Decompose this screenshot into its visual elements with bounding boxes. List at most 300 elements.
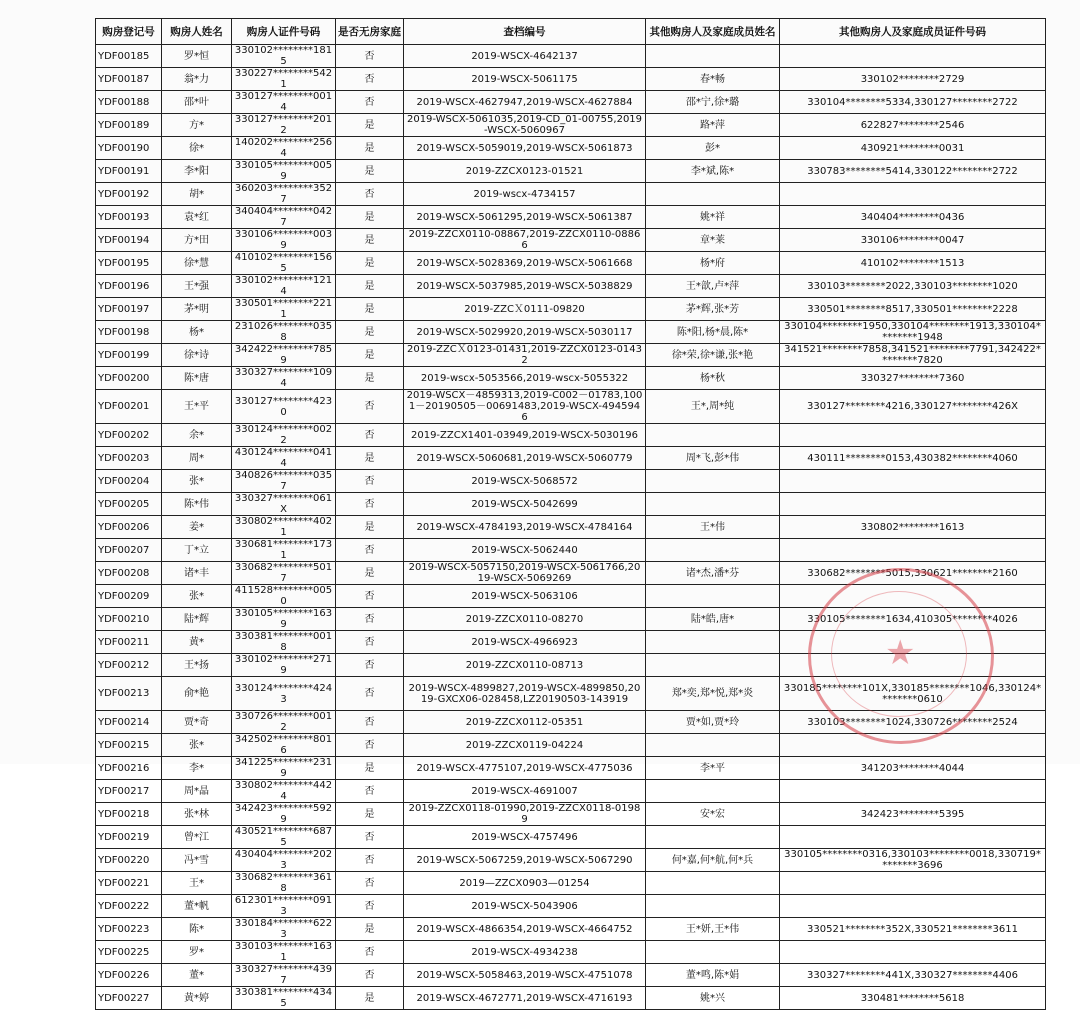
cell-buyer-cert: 330127********0014	[232, 91, 336, 114]
cell-archive-no: 2019-WSCX-4775107,2019-WSCX-4775036	[404, 757, 646, 780]
cell-other-certs: 341203********4044	[780, 757, 1046, 780]
cell-no-house: 是	[336, 367, 404, 390]
cell-reg-id: YDF00188	[96, 91, 162, 114]
table-row	[96, 654, 1046, 677]
cell-buyer-cert: 340404********0427	[232, 206, 336, 229]
table-row	[96, 183, 1046, 206]
cell-buyer-name: 董*	[162, 964, 232, 987]
cell-no-house: 否	[336, 711, 404, 734]
cell-other-names: 王*歆,卢*萍	[646, 275, 780, 298]
cell-no-house: 否	[336, 654, 404, 677]
table-row	[96, 826, 1046, 849]
cell-reg-id: YDF00213	[96, 677, 162, 711]
table-row	[96, 516, 1046, 539]
cell-no-house: 是	[336, 114, 404, 137]
cell-buyer-cert: 342502********8016	[232, 734, 336, 757]
cell-buyer-cert: 342422********7859	[232, 344, 336, 367]
cell-reg-id: YDF00194	[96, 229, 162, 252]
cell-archive-no: 2019-WSCX-5042699	[404, 493, 646, 516]
cell-other-certs	[780, 45, 1046, 68]
table-row	[96, 711, 1046, 734]
cell-buyer-cert: 410102********1565	[232, 252, 336, 275]
cell-other-certs	[780, 941, 1046, 964]
cell-no-house: 是	[336, 229, 404, 252]
table-row	[96, 229, 1046, 252]
table-row	[96, 390, 1046, 424]
cell-buyer-name: 胡*	[162, 183, 232, 206]
cell-reg-id: YDF00193	[96, 206, 162, 229]
cell-buyer-cert: 140202********2564	[232, 137, 336, 160]
cell-archive-no: 2019-ZZCX0110-08713	[404, 654, 646, 677]
cell-archive-no: 2019-WSCX-5029920,2019-WSCX-5030117	[404, 321, 646, 344]
cell-other-certs	[780, 895, 1046, 918]
cell-buyer-cert: 330381********0018	[232, 631, 336, 654]
table-row	[96, 677, 1046, 711]
table-row	[96, 734, 1046, 757]
housing-registration-table	[95, 18, 1046, 1010]
table-row	[96, 344, 1046, 367]
cell-other-certs: 430111********0153,430382********4060	[780, 447, 1046, 470]
cell-no-house: 否	[336, 849, 404, 872]
cell-no-house: 否	[336, 941, 404, 964]
cell-reg-id: YDF00196	[96, 275, 162, 298]
cell-other-names	[646, 734, 780, 757]
cell-reg-id: YDF00221	[96, 872, 162, 895]
cell-archive-no: 2019-WSCX-5037985,2019-WSCX-5038829	[404, 275, 646, 298]
cell-other-names: 何*嘉,何*航,何*兵	[646, 849, 780, 872]
cell-buyer-name: 方*	[162, 114, 232, 137]
cell-buyer-name: 方*田	[162, 229, 232, 252]
cell-archive-no: 2019-WSCX-5060681,2019-WSCX-5060779	[404, 447, 646, 470]
cell-buyer-cert: 341225********2319	[232, 757, 336, 780]
cell-buyer-name: 贾*奇	[162, 711, 232, 734]
table-row	[96, 631, 1046, 654]
cell-buyer-cert: 330127********2012	[232, 114, 336, 137]
table-row	[96, 298, 1046, 321]
table-row	[96, 160, 1046, 183]
cell-other-certs	[780, 493, 1046, 516]
cell-reg-id: YDF00190	[96, 137, 162, 160]
cell-other-certs	[780, 826, 1046, 849]
cell-other-names: 杨*府	[646, 252, 780, 275]
cell-buyer-cert: 330102********2719	[232, 654, 336, 677]
cell-reg-id: YDF00210	[96, 608, 162, 631]
cell-archive-no: 2019-wscx-4734157	[404, 183, 646, 206]
cell-archive-no: 2019-WSCX-4784193,2019-WSCX-4784164	[404, 516, 646, 539]
cell-reg-id: YDF00208	[96, 562, 162, 585]
cell-no-house: 是	[336, 447, 404, 470]
cell-other-names	[646, 780, 780, 803]
cell-other-names	[646, 493, 780, 516]
cell-buyer-cert: 330327********1094	[232, 367, 336, 390]
cell-other-names	[646, 585, 780, 608]
cell-buyer-name: 周*	[162, 447, 232, 470]
cell-other-certs	[780, 654, 1046, 677]
cell-no-house: 是	[336, 562, 404, 585]
cell-other-names	[646, 941, 780, 964]
cell-other-certs	[780, 872, 1046, 895]
cell-buyer-name: 袁*红	[162, 206, 232, 229]
cell-no-house: 否	[336, 470, 404, 493]
cell-no-house: 否	[336, 964, 404, 987]
cell-archive-no: 2019—ZZCX0903—01254	[404, 872, 646, 895]
cell-buyer-cert: 430124********0414	[232, 447, 336, 470]
cell-other-names	[646, 654, 780, 677]
cell-other-certs: 341521********7858,341521********7791,342422********7820	[780, 344, 1046, 367]
cell-other-names: 王*妍,王*伟	[646, 918, 780, 941]
header-other-certs: 其他购房人及家庭成员证件号码	[780, 19, 1046, 45]
cell-buyer-cert: 330681********1731	[232, 539, 336, 562]
cell-buyer-name: 黄*	[162, 631, 232, 654]
cell-buyer-cert: 430404********2023	[232, 849, 336, 872]
table-row	[96, 367, 1046, 390]
table-row	[96, 447, 1046, 470]
cell-other-certs: 330521********352X,330521********3611	[780, 918, 1046, 941]
cell-no-house: 是	[336, 298, 404, 321]
cell-archive-no: 2019-WSCX-5057150,2019-WSCX-5061766,2019-WSCX-5069269	[404, 562, 646, 585]
cell-no-house: 是	[336, 757, 404, 780]
cell-reg-id: YDF00227	[96, 987, 162, 1010]
table-row	[96, 114, 1046, 137]
cell-other-certs	[780, 734, 1046, 757]
cell-other-certs: 430921********0031	[780, 137, 1046, 160]
table-row	[96, 757, 1046, 780]
cell-reg-id: YDF00187	[96, 68, 162, 91]
cell-reg-id: YDF00214	[96, 711, 162, 734]
table-row	[96, 91, 1046, 114]
cell-reg-id: YDF00206	[96, 516, 162, 539]
cell-other-names: 郑*奕,郑*悦,郑*炎	[646, 677, 780, 711]
cell-archive-no: 2019-WSCX-4934238	[404, 941, 646, 964]
table-row	[96, 206, 1046, 229]
cell-other-names: 徐*荣,徐*谦,张*艳	[646, 344, 780, 367]
cell-buyer-name: 罗*恒	[162, 45, 232, 68]
cell-buyer-cert: 330105********1639	[232, 608, 336, 631]
table-row	[96, 941, 1046, 964]
cell-other-names	[646, 183, 780, 206]
cell-other-certs: 330185********101X,330185********1046,330124********0610	[780, 677, 1046, 711]
cell-buyer-cert: 330127********4230	[232, 390, 336, 424]
cell-other-certs	[780, 470, 1046, 493]
cell-archive-no: 2019-ZZCＸ0111-09820	[404, 298, 646, 321]
cell-other-certs	[780, 539, 1046, 562]
cell-buyer-name: 董*帆	[162, 895, 232, 918]
cell-other-names: 李*斌,陈*	[646, 160, 780, 183]
cell-buyer-cert: 330103********1631	[232, 941, 336, 964]
cell-no-house: 否	[336, 677, 404, 711]
cell-other-certs: 330105********0316,330103********0018,330719********3696	[780, 849, 1046, 872]
cell-reg-id: YDF00226	[96, 964, 162, 987]
cell-reg-id: YDF00212	[96, 654, 162, 677]
cell-no-house: 是	[336, 252, 404, 275]
cell-no-house: 否	[336, 183, 404, 206]
cell-other-certs: 340404********0436	[780, 206, 1046, 229]
cell-buyer-cert: 330327********061X	[232, 493, 336, 516]
cell-no-house: 否	[336, 895, 404, 918]
cell-buyer-cert: 330501********2211	[232, 298, 336, 321]
cell-no-house: 否	[336, 780, 404, 803]
cell-buyer-name: 张*	[162, 734, 232, 757]
cell-buyer-name: 冯*雪	[162, 849, 232, 872]
cell-reg-id: YDF00201	[96, 390, 162, 424]
table-row	[96, 895, 1046, 918]
cell-no-house: 是	[336, 206, 404, 229]
cell-archive-no: 2019-WSCX-4627947,2019-WSCX-4627884	[404, 91, 646, 114]
cell-archive-no: 2019-WSCX-5043906	[404, 895, 646, 918]
cell-archive-no: 2019-WSCX-5059019,2019-WSCX-5061873	[404, 137, 646, 160]
cell-no-house: 是	[336, 987, 404, 1010]
cell-other-certs: 330327********7360	[780, 367, 1046, 390]
cell-other-names: 杨*秋	[646, 367, 780, 390]
cell-buyer-name: 李*	[162, 757, 232, 780]
cell-buyer-cert: 340826********0357	[232, 470, 336, 493]
cell-other-certs: 330103********1024,330726********2524	[780, 711, 1046, 734]
cell-other-names: 路*萍	[646, 114, 780, 137]
table-row	[96, 849, 1046, 872]
cell-archive-no: 2019-ZZCX0110-08270	[404, 608, 646, 631]
cell-no-house: 是	[336, 918, 404, 941]
cell-reg-id: YDF00189	[96, 114, 162, 137]
cell-archive-no: 2019-WSCX-4672771,2019-WSCX-4716193	[404, 987, 646, 1010]
cell-other-names: 茅*辉,张*芳	[646, 298, 780, 321]
cell-reg-id: YDF00202	[96, 424, 162, 447]
cell-buyer-name: 王*	[162, 872, 232, 895]
cell-archive-no: 2019-ZZCX0110-08867,2019-ZZCX0110-08866	[404, 229, 646, 252]
cell-other-names: 春*畅	[646, 68, 780, 91]
cell-other-certs	[780, 585, 1046, 608]
cell-other-names: 诸*杰,潘*芬	[646, 562, 780, 585]
cell-no-house: 否	[336, 734, 404, 757]
cell-buyer-name: 陆*辉	[162, 608, 232, 631]
table-row	[96, 424, 1046, 447]
cell-buyer-cert: 330102********1815	[232, 45, 336, 68]
cell-reg-id: YDF00220	[96, 849, 162, 872]
header-reg-id: 购房登记号	[96, 19, 162, 45]
cell-other-names: 姚*祥	[646, 206, 780, 229]
cell-buyer-name: 王*强	[162, 275, 232, 298]
cell-no-house: 否	[336, 872, 404, 895]
cell-buyer-name: 徐*诗	[162, 344, 232, 367]
cell-buyer-cert: 330102********1214	[232, 275, 336, 298]
cell-reg-id: YDF00216	[96, 757, 162, 780]
cell-reg-id: YDF00209	[96, 585, 162, 608]
cell-other-certs: 330501********8517,330501********2228	[780, 298, 1046, 321]
cell-no-house: 否	[336, 539, 404, 562]
cell-buyer-name: 王*平	[162, 390, 232, 424]
cell-reg-id: YDF00200	[96, 367, 162, 390]
cell-archive-no: 2019-WSCX-4866354,2019-WSCX-4664752	[404, 918, 646, 941]
cell-other-certs: 410102********1513	[780, 252, 1046, 275]
cell-other-certs	[780, 424, 1046, 447]
table-row	[96, 780, 1046, 803]
table-row	[96, 252, 1046, 275]
cell-buyer-name: 徐*	[162, 137, 232, 160]
table-row	[96, 562, 1046, 585]
cell-no-house: 否	[336, 390, 404, 424]
cell-other-names	[646, 539, 780, 562]
cell-other-names	[646, 826, 780, 849]
cell-archive-no: 2019-ZZCX0119-04224	[404, 734, 646, 757]
table-row	[96, 872, 1046, 895]
cell-buyer-cert: 330105********0059	[232, 160, 336, 183]
table-row	[96, 608, 1046, 631]
cell-archive-no: 2019-WSCX-4757496	[404, 826, 646, 849]
cell-archive-no: 2019-WSCX-4899827,2019-WSCX-4899850,2019-GXCX06-028458,LZ20190503-143919	[404, 677, 646, 711]
cell-other-names	[646, 45, 780, 68]
cell-buyer-name: 曾*江	[162, 826, 232, 849]
cell-other-certs: 330102********2729	[780, 68, 1046, 91]
cell-reg-id: YDF00198	[96, 321, 162, 344]
cell-buyer-name: 杨*	[162, 321, 232, 344]
cell-buyer-cert: 330184********6223	[232, 918, 336, 941]
cell-reg-id: YDF00203	[96, 447, 162, 470]
cell-archive-no: 2019-WSCX-5061295,2019-WSCX-5061387	[404, 206, 646, 229]
table-row	[96, 275, 1046, 298]
cell-buyer-cert: 342423********5929	[232, 803, 336, 826]
header-row	[96, 19, 1046, 45]
cell-buyer-cert: 330726********0012	[232, 711, 336, 734]
cell-other-names: 李*平	[646, 757, 780, 780]
cell-archive-no: 2019-WSCX-5058463,2019-WSCX-4751078	[404, 964, 646, 987]
cell-other-certs: 330481********5618	[780, 987, 1046, 1010]
cell-reg-id: YDF00205	[96, 493, 162, 516]
cell-other-certs: 330104********1950,330104********1913,330104********1948	[780, 321, 1046, 344]
cell-reg-id: YDF00217	[96, 780, 162, 803]
cell-buyer-cert: 360203********3527	[232, 183, 336, 206]
cell-buyer-name: 诸*丰	[162, 562, 232, 585]
cell-other-certs	[780, 780, 1046, 803]
cell-archive-no: 2019-WSCX-5062440	[404, 539, 646, 562]
cell-other-names: 王*伟	[646, 516, 780, 539]
cell-archive-no: 2019-ZZCＸ0123-01431,2019-ZZCX0123-01432	[404, 344, 646, 367]
cell-reg-id: YDF00222	[96, 895, 162, 918]
seal-star-icon: ★	[885, 633, 916, 673]
cell-other-names	[646, 424, 780, 447]
cell-buyer-name: 罗*	[162, 941, 232, 964]
cell-archive-no: 2019-ZZCX1401-03949,2019-WSCX-5030196	[404, 424, 646, 447]
cell-other-certs: 330106********0047	[780, 229, 1046, 252]
cell-other-names: 贾*如,贾*玲	[646, 711, 780, 734]
cell-archive-no: 2019-WSCX-5028369,2019-WSCX-5061668	[404, 252, 646, 275]
table-row	[96, 68, 1046, 91]
cell-other-names: 董*鸣,陈*娟	[646, 964, 780, 987]
cell-reg-id: YDF00195	[96, 252, 162, 275]
cell-buyer-name: 李*阳	[162, 160, 232, 183]
cell-other-certs: 330127********4216,330127********426X	[780, 390, 1046, 424]
cell-archive-no: 2019-ZZCX0112-05351	[404, 711, 646, 734]
cell-reg-id: YDF00204	[96, 470, 162, 493]
cell-no-house: 否	[336, 68, 404, 91]
cell-reg-id: YDF00211	[96, 631, 162, 654]
cell-buyer-name: 姜*	[162, 516, 232, 539]
cell-no-house: 否	[336, 826, 404, 849]
table-row	[96, 585, 1046, 608]
cell-buyer-cert: 330124********4243	[232, 677, 336, 711]
cell-no-house: 否	[336, 608, 404, 631]
cell-buyer-cert: 612301********0913	[232, 895, 336, 918]
cell-other-certs: 330682********5015,330621********2160	[780, 562, 1046, 585]
cell-other-names	[646, 895, 780, 918]
cell-buyer-cert: 330124********0022	[232, 424, 336, 447]
cell-reg-id: YDF00219	[96, 826, 162, 849]
cell-no-house: 是	[336, 160, 404, 183]
cell-buyer-cert: 231026********0358	[232, 321, 336, 344]
cell-other-names: 陆*皓,唐*	[646, 608, 780, 631]
header-buyer-name: 购房人姓名	[162, 19, 232, 45]
table-row	[96, 539, 1046, 562]
header-archive-no: 查档编号	[404, 19, 646, 45]
cell-reg-id: YDF00223	[96, 918, 162, 941]
table-row	[96, 964, 1046, 987]
cell-buyer-name: 周*晶	[162, 780, 232, 803]
table-row	[96, 987, 1046, 1010]
cell-other-certs: 330327********441X,330327********4406	[780, 964, 1046, 987]
header-buyer-cert: 购房人证件号码	[232, 19, 336, 45]
cell-reg-id: YDF00218	[96, 803, 162, 826]
cell-no-house: 是	[336, 344, 404, 367]
cell-other-certs: 330104********5334,330127********2722	[780, 91, 1046, 114]
cell-archive-no: 2019-WSCX-4966923	[404, 631, 646, 654]
cell-reg-id: YDF00192	[96, 183, 162, 206]
cell-buyer-cert: 330106********0039	[232, 229, 336, 252]
cell-other-certs	[780, 631, 1046, 654]
cell-other-certs: 622827********2546	[780, 114, 1046, 137]
cell-buyer-name: 余*	[162, 424, 232, 447]
cell-other-names: 章*莱	[646, 229, 780, 252]
cell-other-names: 彭*	[646, 137, 780, 160]
cell-archive-no: 2019-WSCX-4642137	[404, 45, 646, 68]
table-row	[96, 918, 1046, 941]
cell-other-names: 邵*宁,徐*璐	[646, 91, 780, 114]
cell-other-names	[646, 872, 780, 895]
cell-other-names: 姚*兴	[646, 987, 780, 1010]
cell-archive-no: 2019-ZZCX0123-01521	[404, 160, 646, 183]
cell-no-house: 是	[336, 321, 404, 344]
cell-archive-no: 2019-WSCX-5061035,2019-CD_01-00755,2019-WSCX-5060967	[404, 114, 646, 137]
cell-archive-no: 2019-WSCX-5063106	[404, 585, 646, 608]
table-row	[96, 470, 1046, 493]
cell-no-house: 是	[336, 137, 404, 160]
table-row	[96, 45, 1046, 68]
cell-other-certs	[780, 183, 1046, 206]
cell-buyer-cert: 330802********4021	[232, 516, 336, 539]
header-other-names: 其他购房人及家庭成员姓名	[646, 19, 780, 45]
header-no-house: 是否无房家庭	[336, 19, 404, 45]
cell-buyer-name: 陈*伟	[162, 493, 232, 516]
cell-no-house: 否	[336, 45, 404, 68]
cell-buyer-name: 翁*力	[162, 68, 232, 91]
cell-other-names: 安*宏	[646, 803, 780, 826]
cell-buyer-name: 张*林	[162, 803, 232, 826]
cell-other-certs: 330103********2022,330103********1020	[780, 275, 1046, 298]
cell-other-names	[646, 631, 780, 654]
cell-reg-id: YDF00215	[96, 734, 162, 757]
cell-reg-id: YDF00185	[96, 45, 162, 68]
cell-buyer-cert: 330381********4345	[232, 987, 336, 1010]
cell-archive-no: 2019-wscx-5053566,2019-wscx-5055322	[404, 367, 646, 390]
cell-buyer-name: 陈*	[162, 918, 232, 941]
cell-buyer-name: 丁*立	[162, 539, 232, 562]
cell-other-certs: 330105********1634,410305********4026	[780, 608, 1046, 631]
table-row	[96, 803, 1046, 826]
cell-buyer-name: 张*	[162, 585, 232, 608]
cell-buyer-cert: 330682********5017	[232, 562, 336, 585]
cell-archive-no: 2019-ZZCX0118-01990,2019-ZZCX0118-01989	[404, 803, 646, 826]
cell-no-house: 是	[336, 275, 404, 298]
cell-no-house: 是	[336, 803, 404, 826]
cell-buyer-name: 茅*明	[162, 298, 232, 321]
cell-archive-no: 2019-WSCX-5067259,2019-WSCX-5067290	[404, 849, 646, 872]
